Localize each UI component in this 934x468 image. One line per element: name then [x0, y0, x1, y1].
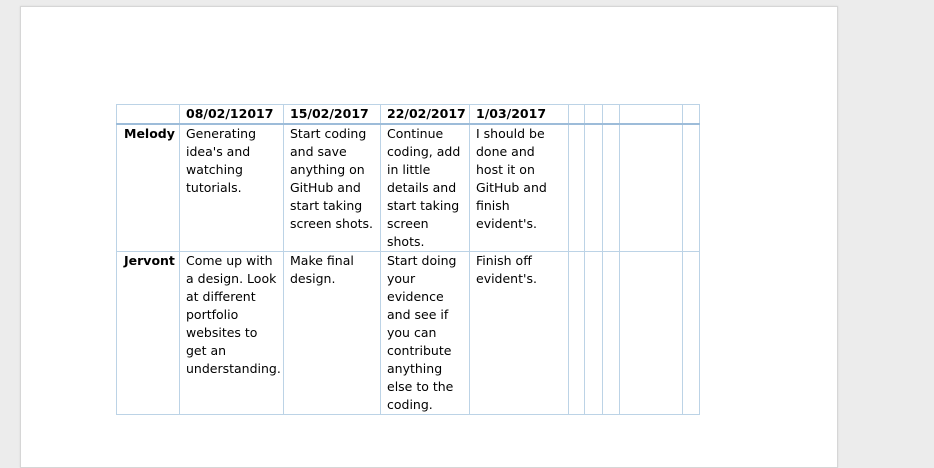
- row-name-cell[interactable]: Melody: [117, 124, 180, 252]
- header-cell-date[interactable]: 1/03/2017: [470, 105, 569, 125]
- empty-cell[interactable]: [603, 252, 620, 415]
- empty-cell[interactable]: [603, 105, 620, 125]
- table-row: [117, 252, 700, 415]
- table-header-row: [117, 105, 700, 125]
- header-cell[interactable]: [117, 105, 180, 125]
- empty-cell[interactable]: [603, 124, 620, 252]
- table-cell[interactable]: Finish off evident's.: [470, 252, 569, 415]
- row-name-cell[interactable]: Jervont: [117, 252, 180, 415]
- header-cell-date[interactable]: 08/02/12017: [180, 105, 284, 125]
- schedule-table: [116, 104, 700, 415]
- empty-cell[interactable]: [585, 105, 603, 125]
- header-cell-date[interactable]: 22/02/2017: [381, 105, 470, 125]
- empty-cell[interactable]: [620, 105, 683, 125]
- empty-cell[interactable]: [620, 124, 683, 252]
- document-page: [20, 6, 838, 468]
- table-cell[interactable]: Continue coding, add in little details and start taking screen shots.: [381, 124, 470, 252]
- table-cell[interactable]: Start doing your evidence and see if you can contribute anything else to the coding.: [381, 252, 470, 415]
- empty-cell[interactable]: [569, 105, 585, 125]
- header-cell-date[interactable]: 15/02/2017: [284, 105, 381, 125]
- empty-cell[interactable]: [569, 124, 585, 252]
- empty-cell[interactable]: [585, 252, 603, 415]
- empty-cell[interactable]: [683, 124, 700, 252]
- empty-cell[interactable]: [569, 252, 585, 415]
- table-cell[interactable]: Come up with a design. Look at different portfolio websites to get an understanding.: [180, 252, 284, 415]
- table-cell[interactable]: I should be done and host it on GitHub and finish evident's.: [470, 124, 569, 252]
- empty-cell[interactable]: [585, 124, 603, 252]
- table-cell[interactable]: Make final design.: [284, 252, 381, 415]
- empty-cell[interactable]: [683, 105, 700, 125]
- empty-cell[interactable]: [620, 252, 683, 415]
- table-cell[interactable]: Generating idea's and watching tutorials.: [180, 124, 284, 252]
- empty-cell[interactable]: [683, 252, 700, 415]
- table-cell[interactable]: Start coding and save anything on GitHub and start taking screen shots.: [284, 124, 381, 252]
- table-row: [117, 124, 700, 252]
